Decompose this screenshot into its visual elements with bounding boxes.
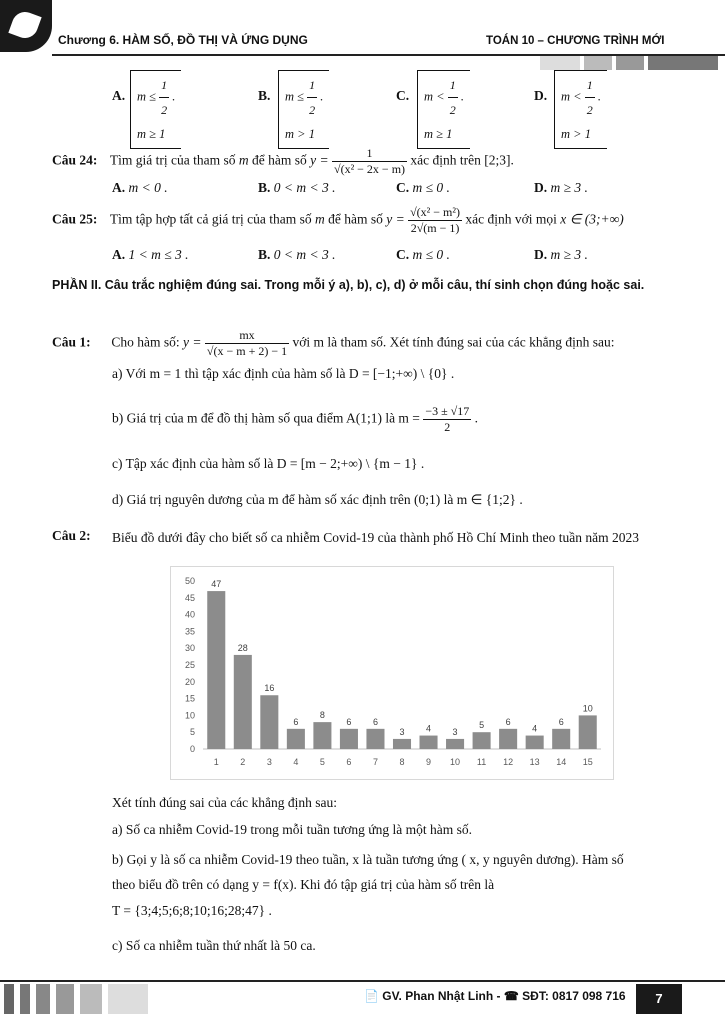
covid-bar-chart [170,566,614,780]
bar [499,729,517,749]
q23-option-b: B. [258,88,271,103]
data-label: 3 [399,726,405,737]
q23-option-c: C. [396,88,410,103]
c1-statement-a: a) Với m = 1 thì tập xác định của hàm số là D = [−1;+∞) \ {0} . [112,366,455,381]
page-number: 7 [636,984,682,1014]
data-label: 16 [264,683,275,694]
data-label: 8 [319,710,325,721]
data-label: 28 [237,642,248,653]
question-label: Câu 2: [52,528,91,543]
x-tick-label: 11 [476,757,487,767]
question-24: Câu 24: Tìm giá trị của tham số m để hàm số y = $\frac{1}{\text{√(x² − 2x − m)}}$ xác định trên [2;3]. [52,146,514,176]
bar [366,729,384,749]
q23-options [112,70,712,141]
question-25: Câu 25: Tìm tập hợp tất cả giá trị của tham số m để hàm số y = $\frac{\text{√(x² − m²)}}{2√(m - 1)}$ xác định với mọi x ∈ (3;+∞) [52,205,624,235]
x-tick-label: 4 [293,757,299,767]
data-label: 4 [532,723,538,734]
c2-statement-b-line1: b) Gọi y là số ca nhiễm Covid-19 theo tuần, x là tuần tương ứng ( x, y nguyên dương). Hàm số [112,852,624,867]
data-label: 6 [372,716,378,727]
x-tick-label: 14 [556,757,567,767]
q23-option-a: A. [112,88,126,103]
q23-option-d: D. [534,88,548,103]
bar [287,729,305,749]
c2-intro: Biểu đồ dưới đây cho biết số ca nhiễm Covid-19 của thành phố Hồ Chí Minh theo tuần năm 2023 [112,530,640,545]
x-tick-label: 10 [450,757,461,767]
c1-statement-b: b) Giá trị của m để đồ thị hàm số qua điểm A(1;1) là m = $\frac{-3 \pm √17}{2}$ . [112,404,479,434]
data-label: 3 [452,726,458,737]
chart-svg [171,567,613,779]
c2-statement-b-line3: T = {3;4;5;6;8;10;16;28;47} . [112,903,272,918]
q23-system-a: m ≤ $\frac{1}{2}$ . m ≥ 1 [130,70,181,149]
q23-system-b: m ≤ $\frac{1}{2}$ . m > 1 [278,70,329,149]
data-label: 47 [211,579,222,590]
header-decoration [540,56,725,70]
y-tick-label: 0 [189,744,195,754]
bar [340,729,358,749]
q25-function: $\frac{\text{√(x² − m²)}}{2√(m - 1)}$ [410,205,460,235]
bar [420,736,438,749]
c2-statement-b-line2: theo biểu đồ trên có dạng y = f(x). Khi đó tập giá trị của hàm số trên là [112,877,495,892]
logo-icon [0,0,52,52]
c2-statement-a: a) Số ca nhiễm Covid-19 trong mỗi tuần tương ứng là một hàm số. [112,822,472,837]
y-tick-label: 20 [184,676,195,687]
part-2-heading: PHẦN II. Câu trắc nghiệm đúng sai. Trong mỗi ý a), b), c), d) ở mỗi câu, thí sinh chọn đúng hoặc sai. [52,278,645,292]
subject-title: TOÁN 10 – CHƯƠNG TRÌNH MỚI [486,35,665,47]
bar [446,739,464,749]
data-label: 5 [479,720,485,731]
bar [526,736,544,749]
c2-prompt: Xét tính đúng sai của các khẳng định sau: [112,795,337,810]
bar [313,722,331,749]
y-tick-label: 25 [184,660,195,670]
x-tick-label: 9 [426,757,432,767]
x-tick-label: 13 [529,757,540,767]
bar [579,715,597,749]
data-label: 6 [293,716,299,727]
x-tick-label: 3 [266,757,272,767]
data-label: 6 [346,716,352,727]
data-label: 10 [582,703,593,714]
phone-icon: ☎ [503,989,519,1003]
bar [207,591,225,749]
c2-statement-c: c) Số ca nhiễm tuần thứ nhất là 50 ca. [112,938,316,953]
y-tick-label: 15 [184,693,195,704]
bar [393,739,411,749]
footer-author: 📄 GV. Phan Nhật Linh - ☎ SĐT: 0817 098 716 [364,989,626,1003]
question-label: Câu 24: [52,152,98,168]
bar [260,695,278,749]
y-tick-label: 30 [184,643,195,654]
y-tick-label: 40 [184,609,195,620]
x-tick-label: 2 [240,757,246,767]
c1-statement-c: c) Tập xác định của hàm số là D = [m − 2;+∞) \ {m − 1} . [112,456,425,471]
x-tick-label: 1 [213,757,219,767]
data-label: 4 [426,723,432,734]
y-tick-label: 45 [184,592,195,603]
c1-function: $\frac{mx}{√(x - m + 2) - 1}$ [206,328,288,358]
x-tick-label: 12 [503,757,514,767]
data-label: 6 [558,716,564,727]
page-header [0,0,725,60]
x-tick-label: 15 [582,757,593,767]
chapter-title: Chương 6. HÀM SỐ, ĐỒ THỊ VÀ ỨNG DỤNG [58,33,308,47]
bar [234,655,252,749]
q23-system-c: m < $\frac{1}{2}$ . m ≥ 1 [417,70,470,149]
x-tick-label: 7 [372,757,378,767]
bar [473,732,491,749]
y-tick-label: 35 [184,626,195,637]
q24-function: $\frac{1}{\text{√(x² − 2x − m)}}$ [333,146,406,176]
x-tick-label: 6 [346,757,352,767]
document-icon: 📄 [364,989,379,1003]
c1-stem: Câu 1: Cho hàm số: y = $\frac{mx}{√(x - m + 2) - 1}$ với m là tham số. Xét tính đúng sai của các khẳng định sau: [52,328,615,358]
x-tick-label: 8 [399,757,405,767]
bar [552,729,570,749]
question-label: Câu 1: [52,334,91,350]
c1-statement-d: d) Giá trị nguyên dương của m để hàm số xác định trên (0;1) là m ∈ {1;2} . [112,492,523,507]
y-tick-label: 10 [184,710,195,721]
question-label: Câu 25: [52,211,98,227]
x-tick-label: 5 [319,757,325,767]
y-tick-label: 5 [189,727,195,738]
q23-system-d: m < $\frac{1}{2}$ . m > 1 [554,70,607,149]
footer-divider [0,980,725,982]
y-tick-label: 50 [184,576,195,586]
data-label: 6 [505,716,511,727]
